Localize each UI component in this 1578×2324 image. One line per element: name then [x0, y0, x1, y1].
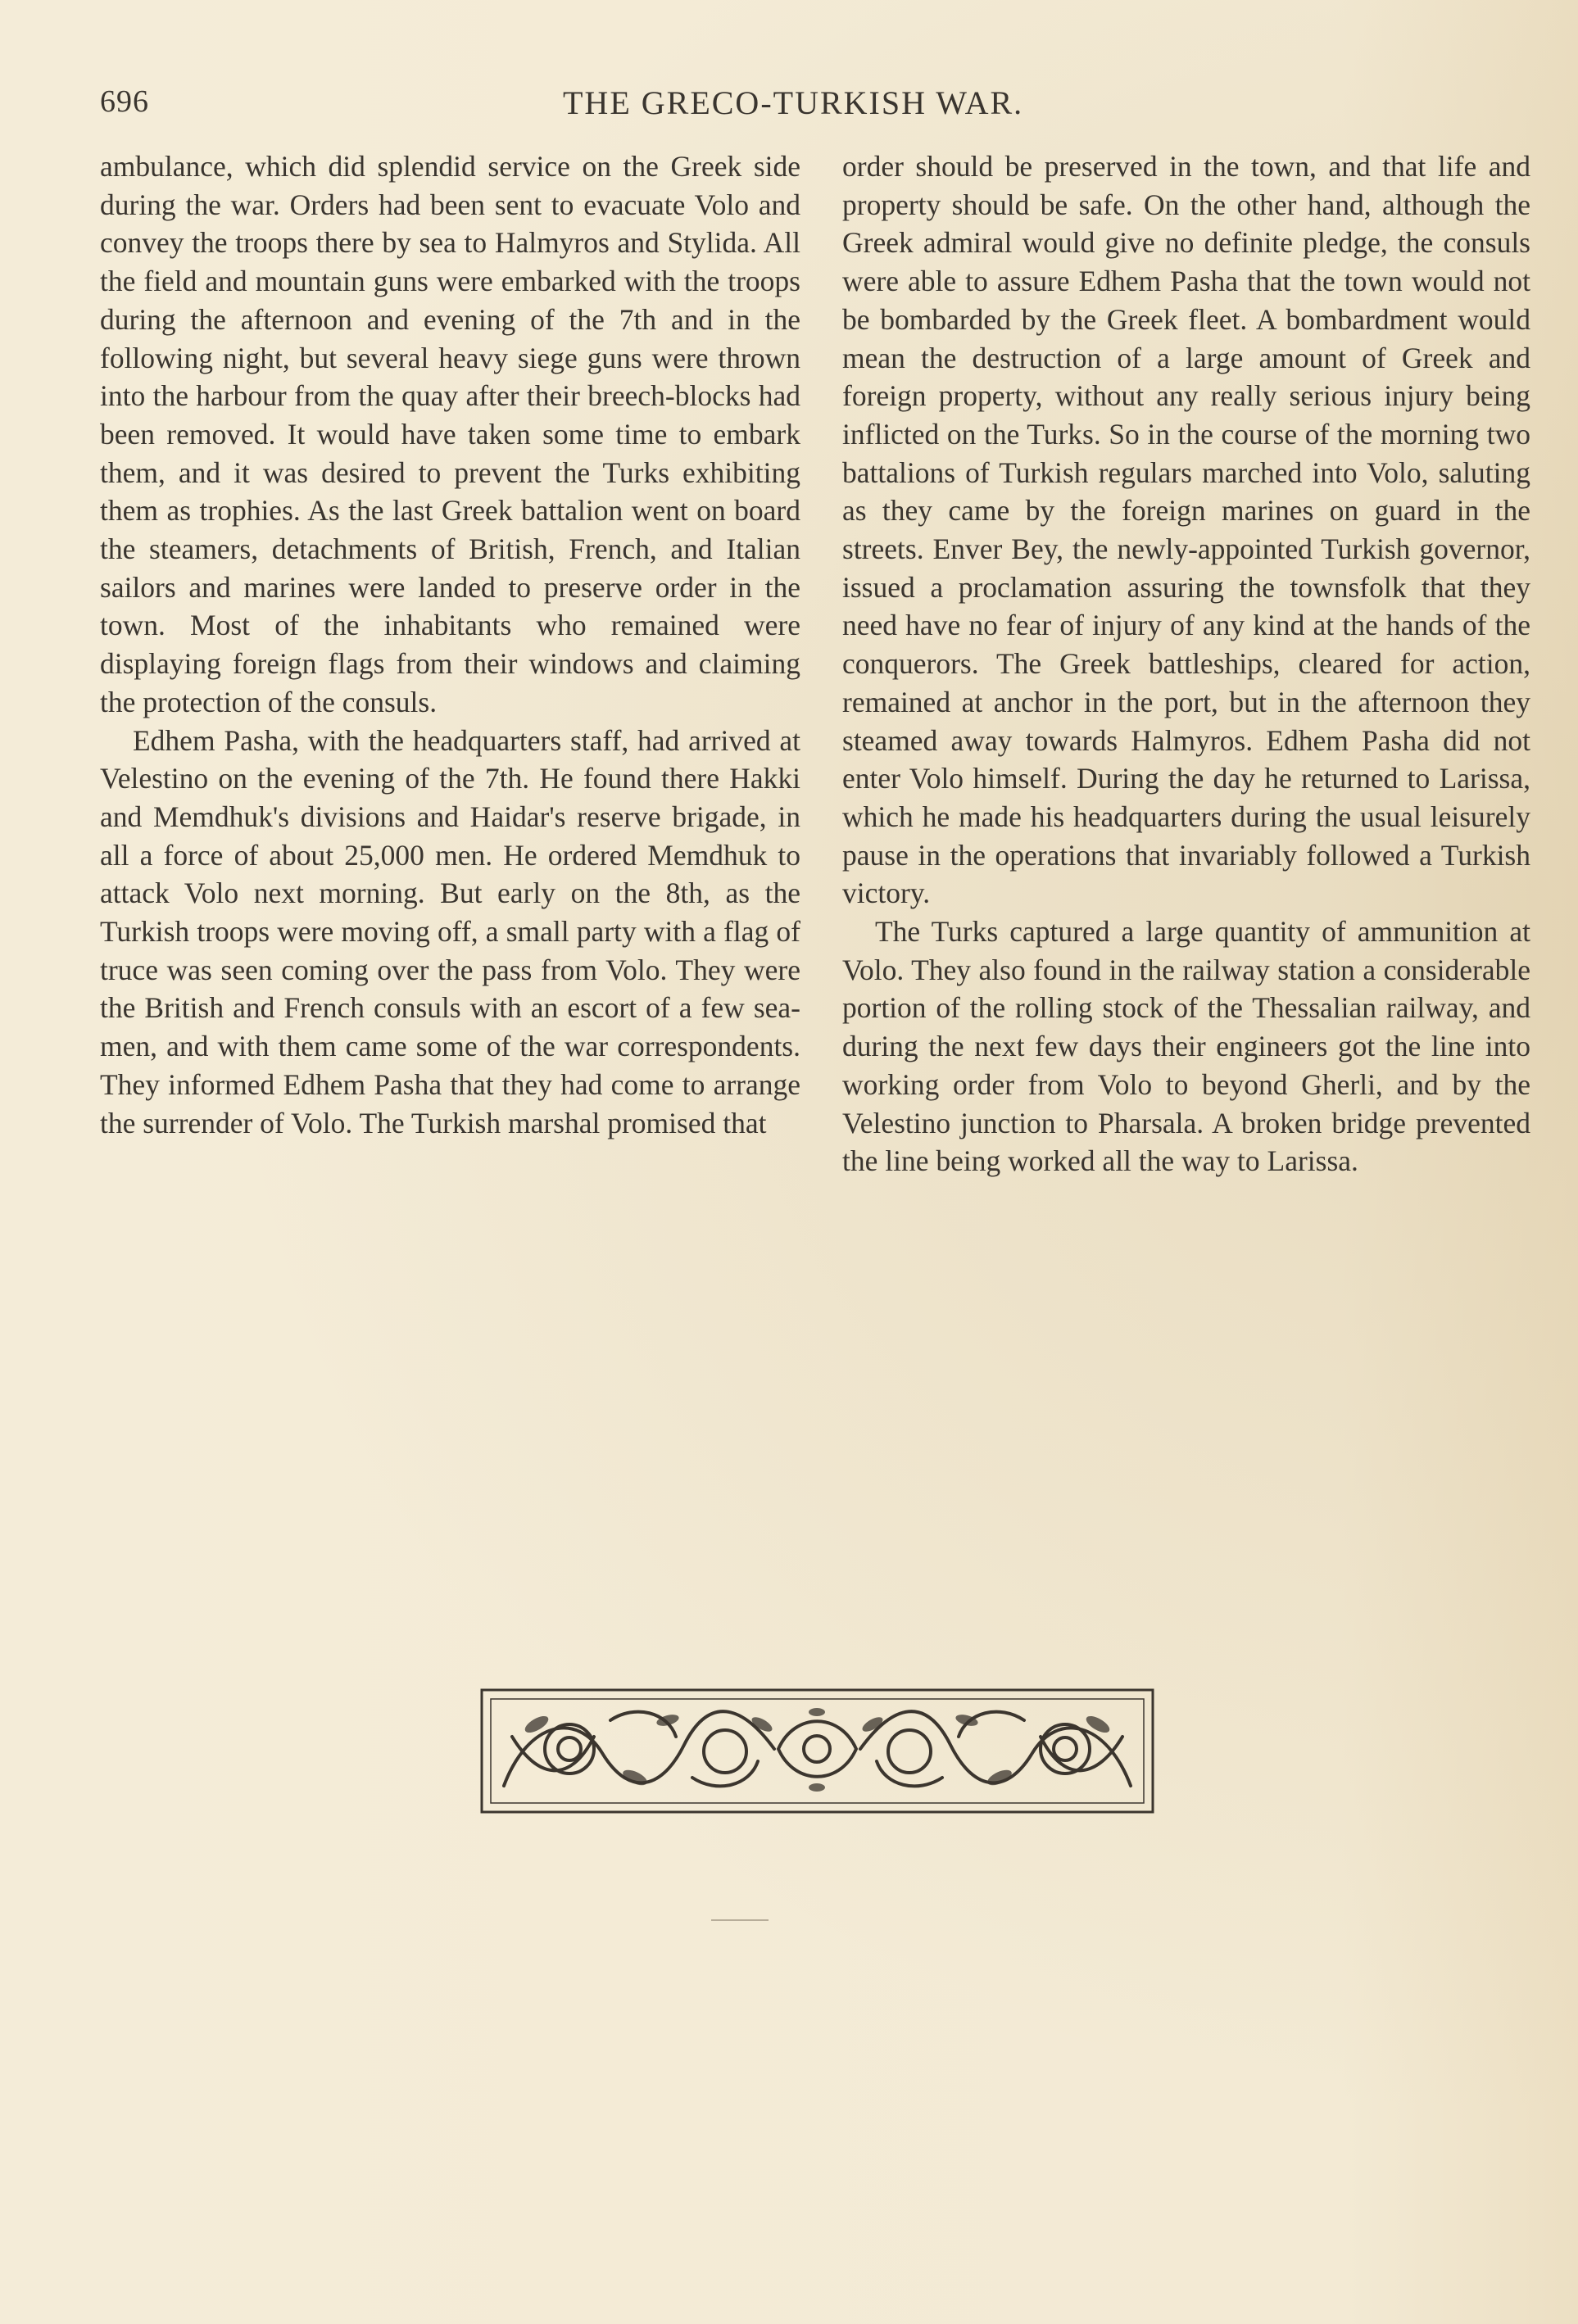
paragraph: The Turks captured a large quantity of ammunition at Volo. They also found in the railway station a considerable portion of the rolling stock of the Thessalian railway, and during the next few days their engineers got the line into working order from Volo to beyond Gherli, and by the Velestino junction to Pharsala. A broken bridge prevented the line being worked all the way to Larissa. [842, 915, 1530, 1178]
right-column [842, 147, 1530, 1180]
page-header [100, 80, 1578, 129]
ornament-scrollwork [504, 1711, 1131, 1786]
paragraph: order should be preserved in the town, and that life and property should be safe. On the other hand, although the Greek admiral would give no definite pledge, the consuls were able to assure Edhem Pasha that the town would not be bombarded by the Greek fleet. A bombardment would mean the destruction of a large amount of Greek and foreign property, without any really serious injury being inflicted on the Turks. So in the course of the morning two battalions of Turkish regulars marched into Volo, saluting as they came by the foreign marines on guard in the streets. Enver Bey, the newly-appointed Turkish governor, issued a proclamation assuring the townsfolk that they need have no fear of injury of any kind at the hands of the conquerors. The Greek battleships, cleared for action, remained at anchor in the port, but in the afternoon they steamed away towards Halmyros. Edhem Pasha did not enter Volo himself. During the day he returned to Larissa, which he made his headquarters during the usual leisurely pause in the operations that invariably followed a Turkish victory. [842, 150, 1530, 910]
paragraph: ambulance, which did splendid service on the Greek side during the war. Orders had been sent to evacuate Volo and convey the troops there by sea to Halmyros and Stylida. All the field and mountain guns were embarked with the troops during the afternoon and evening of the 7th and in the following night, but several heavy siege guns were thrown into the harbour from the quay after their breech-blocks had been removed. It would have taken some time to embark them, and it was desired to prevent the Turks exhibiting them as trophies. As the last Greek battalion went on board the steamers, detachments of British, French, and Italian sailors and marines were landed to preserve order in the town. Most of the inhabitants who remained were displaying foreign flags from their windows and claiming the protection of the consuls. [100, 150, 800, 718]
page-number: 696 [100, 84, 149, 119]
small-rule [711, 1919, 769, 1921]
paragraph: Edhem Pasha, with the headquarters staff, had arrived at Velestino on the evening of the 7th. He found there Hakki and Memdhuk's divisions and Haidar's reserve brigade, in all a force of about 25,000 men. He ordered Memdhuk to attack Volo next morning. But early on the 8th, as the Turkish troops were moving off, a small party with a flag of truce was seen coming over the pass from Volo. They were the British and French consuls with an escort of a few seamen, and with them came some of the war correspondents. They informed Edhem Pasha that they had come to arrange the surrender of Volo. The Turkish marshal promised that [100, 723, 800, 1139]
left-column [100, 147, 800, 1142]
running-title: THE GRECO-TURKISH WAR. [563, 84, 1024, 121]
decorative-tailpiece-ornament [479, 1688, 1155, 1814]
